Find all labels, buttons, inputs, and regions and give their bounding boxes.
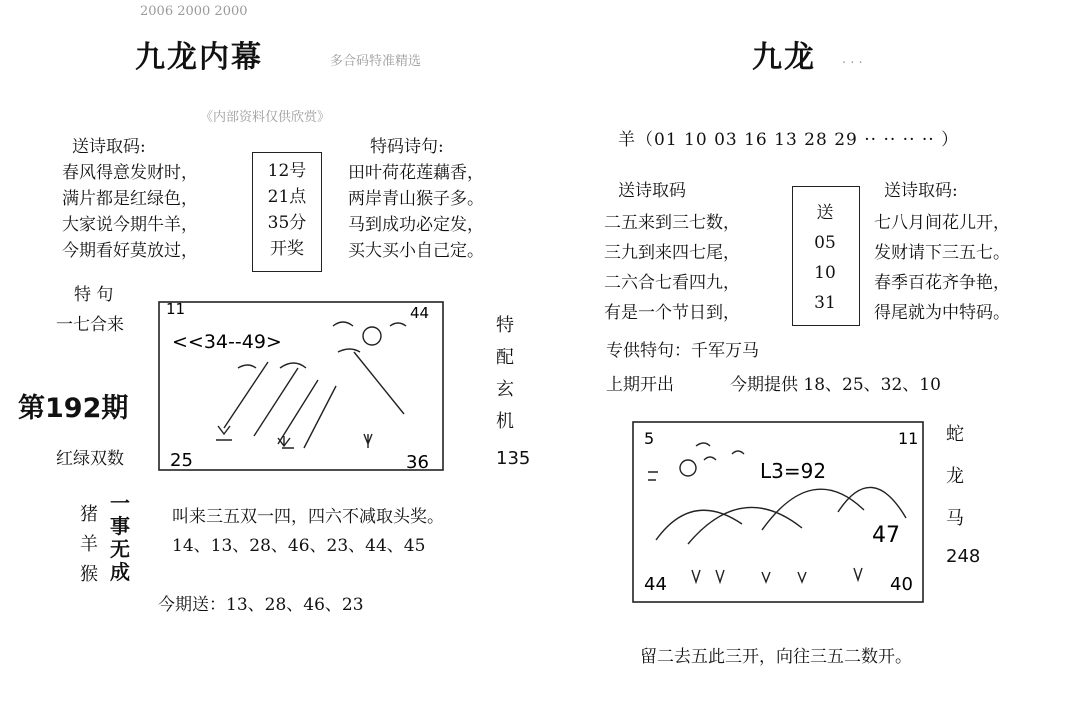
poem-line: 三九到来四七尾， bbox=[604, 243, 740, 263]
left-side-vertical bbox=[496, 310, 514, 438]
left-draw-time bbox=[262, 158, 312, 262]
right-poem-right bbox=[874, 208, 1010, 328]
draw-time-line: 开奖 bbox=[270, 239, 304, 259]
left-send-poem-label: 送诗取码: bbox=[72, 137, 146, 157]
picture-formula: L3=92 bbox=[760, 459, 827, 483]
poem-line: 二六合七看四九， bbox=[604, 273, 740, 293]
left-subtitle: 《内部资料仅供欣赏》 bbox=[200, 110, 331, 125]
picture-frame bbox=[159, 302, 443, 470]
left-side-number: 135 bbox=[496, 448, 531, 469]
number-line: 14、13、28、46、23、44、45 bbox=[172, 536, 426, 556]
poem-line: 两岸青山猴子多。 bbox=[348, 189, 484, 209]
left-hint-picture bbox=[158, 296, 444, 472]
side-char: 特 bbox=[496, 315, 514, 336]
poem-line: 有是一个节日到， bbox=[604, 303, 740, 323]
left-special-poem-label: 特码诗句: bbox=[370, 137, 444, 157]
right-poem-left bbox=[604, 208, 740, 328]
poem-line: 大家说今期牛羊， bbox=[62, 215, 198, 235]
poem-line: 七八月间花儿开， bbox=[874, 213, 1010, 233]
right-title-faint: . . . bbox=[842, 52, 863, 67]
animal: 猪 bbox=[80, 504, 98, 525]
poem-line: 春风得意发财时， bbox=[62, 163, 198, 183]
right-title: 九龙 bbox=[752, 40, 816, 75]
picture-number-top-right: 11 bbox=[898, 429, 919, 448]
left-special-poem bbox=[348, 160, 484, 264]
draw-time-line: 21点 bbox=[267, 187, 307, 207]
picture-number-top-left: 11 bbox=[166, 300, 186, 318]
left-send-poem bbox=[62, 160, 198, 264]
side-char: 配 bbox=[496, 347, 514, 368]
side-char: 蛇 bbox=[946, 424, 964, 445]
poem-line: 二五来到三七数， bbox=[604, 213, 740, 233]
picture-formula: <<34--49> bbox=[172, 331, 282, 353]
idiom-vertical bbox=[110, 492, 130, 584]
right-top-numbers: 羊（01 10 03 16 13 28 29 ·· ·· ·· ·· ） bbox=[618, 130, 960, 150]
grass-sketch bbox=[216, 426, 372, 448]
poem-line: 今期看好莫放过， bbox=[62, 241, 198, 261]
draw-time-line: 35分 bbox=[267, 213, 307, 233]
right-send-poem-label-left: 送诗取码 bbox=[618, 181, 686, 201]
animal: 羊 bbox=[80, 534, 98, 555]
sun-sketch bbox=[680, 460, 696, 476]
box-line: 送 bbox=[816, 203, 834, 223]
right-special-line: 专供特句：千军万马 bbox=[606, 341, 759, 361]
side-char: 马 bbox=[946, 508, 964, 529]
call-line: 叫来三五双一四，四六不减取头奖。 bbox=[172, 507, 444, 527]
picture-number-top-left: 5 bbox=[644, 429, 655, 448]
right-last-period: 上期开出 bbox=[606, 375, 674, 395]
side-char: 玄 bbox=[496, 379, 514, 400]
right-side-vertical bbox=[946, 414, 964, 540]
poem-line: 发财请下三五七。 bbox=[874, 243, 1010, 263]
picture-frame bbox=[633, 422, 923, 602]
rain-sketch bbox=[224, 352, 404, 448]
picture-number-middle: 47 bbox=[872, 523, 900, 548]
left-header-faint: 2006 2000 2000 bbox=[140, 4, 248, 19]
right-this-period: 今期提供 18、25、32、10 bbox=[730, 375, 941, 395]
cloud-sketch bbox=[648, 443, 744, 480]
side-char: 机 bbox=[496, 411, 514, 432]
left-special-phrase: 一七合来 bbox=[56, 315, 124, 335]
picture-number-bottom-right: 36 bbox=[406, 452, 429, 472]
poem-line: 满片都是红绿色， bbox=[62, 189, 198, 209]
hill-sketch bbox=[656, 487, 906, 544]
right-side-number: 248 bbox=[946, 546, 981, 567]
sun-sketch bbox=[363, 327, 381, 345]
animal: 猴 bbox=[80, 564, 98, 585]
grass-sketch bbox=[692, 568, 862, 582]
left-title: 九龙内幕 bbox=[135, 40, 263, 75]
left-special-phrase-label: 特 句 bbox=[74, 285, 114, 305]
poem-line: 春季百花齐争艳， bbox=[874, 273, 1010, 293]
red-green-label: 红绿双数 bbox=[56, 449, 124, 469]
right-send-poem-label-right: 送诗取码: bbox=[884, 181, 958, 201]
box-line: 31 bbox=[814, 293, 836, 313]
draw-time-line: 12号 bbox=[267, 161, 307, 181]
picture-number-bottom-left: 44 bbox=[644, 574, 667, 595]
today-send: 今期送：13、28、46、23 bbox=[158, 595, 364, 615]
idiom-char: 事 bbox=[110, 514, 130, 538]
poem-line: 买大买小自己定。 bbox=[348, 241, 484, 261]
picture-number-bottom-left: 25 bbox=[170, 450, 193, 471]
side-char: 龙 bbox=[946, 466, 964, 487]
poem-line: 得尾就为中特码。 bbox=[874, 303, 1010, 323]
left-title-suffix: 多合码特准精选 bbox=[330, 54, 422, 69]
right-bottom-line: 留二去五此三开，向往三五二数开。 bbox=[640, 647, 912, 667]
poem-line: 马到成功必定发， bbox=[348, 215, 484, 235]
idiom-char: 成 bbox=[110, 560, 130, 584]
picture-number-top-right: 44 bbox=[410, 304, 430, 322]
right-box-numbers bbox=[800, 198, 850, 318]
box-line: 10 bbox=[814, 263, 836, 283]
idiom-char: 一 bbox=[110, 491, 130, 515]
animal-list bbox=[80, 500, 98, 590]
idiom-char: 无 bbox=[110, 537, 130, 561]
issue-number: 第192期 bbox=[18, 393, 129, 424]
picture-number-bottom-right: 40 bbox=[890, 574, 913, 595]
poem-line: 田叶荷花莲藕香， bbox=[348, 163, 484, 183]
box-line: 05 bbox=[814, 233, 836, 253]
right-hint-picture bbox=[632, 420, 928, 606]
